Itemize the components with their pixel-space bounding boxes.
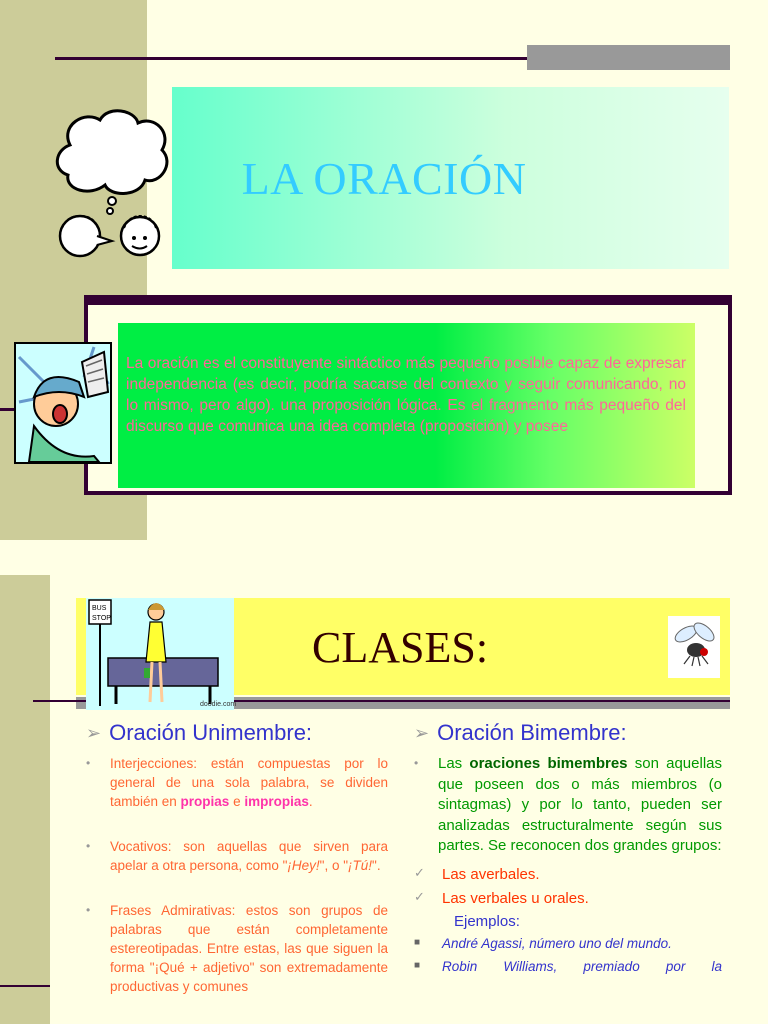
bullet-icon: • <box>86 903 91 917</box>
fly-icon <box>668 616 720 683</box>
unimembre-heading <box>86 720 388 746</box>
unimembre-heading-text: Oración Unimembre: <box>109 720 313 745</box>
frases-admirativas-text: Frases Admirativas: estos son grupos de palabras que están completamente estereotipadas. Entre estas, las que siguen la forma "¡Qué + adjetivo" son extremadamente productivas y comunes <box>110 903 388 994</box>
arrow-icon: ➢ <box>414 722 430 743</box>
clipart-credit: doodie.com <box>200 701 237 708</box>
side-band <box>0 575 50 1024</box>
arrow-icon: ➢ <box>86 722 102 743</box>
list-item <box>86 754 388 811</box>
bullet-icon: • <box>414 756 419 770</box>
heads-icon <box>52 208 172 268</box>
example-tu: ¡Tú! <box>348 858 373 873</box>
impropias-term: impropias <box>244 794 309 809</box>
list-item <box>414 754 722 857</box>
svg-text:BUS: BUS <box>92 605 107 612</box>
verbales-text: Las verbales u orales. <box>442 889 589 907</box>
clases-title: CLASES: <box>312 623 489 672</box>
list-item <box>414 889 722 909</box>
example-hey: ¡Hey! <box>287 858 320 873</box>
checkmark-icon: ✓ <box>414 864 425 880</box>
vocativos-text <box>110 837 388 875</box>
item-text: Interjecciones: están compuestas por lo general de una sola palabra, se dividen también en <box>110 756 388 809</box>
item-text: Las <box>438 755 470 772</box>
page-title: LA ORACIÓN <box>241 153 527 204</box>
bimembres-term: oraciones bimembres <box>469 755 628 772</box>
bimembre-heading <box>414 720 722 746</box>
item-text: ". <box>372 858 381 873</box>
item-text: . <box>308 794 313 809</box>
list-item <box>86 901 388 996</box>
definition-text: La oración es el constituyente sintáctico más pequeño posible capaz de expresar independencia (es decir, podría sacarse del contexto y seguir comunicando, no lo mismo, pero algo). una proposición lógica. Es el fragmento más pequeño del discurso que comunica una idea completa (proposición) y posee <box>126 355 686 435</box>
list-item <box>86 837 388 875</box>
bimembre-column <box>414 720 722 984</box>
list-item <box>414 934 722 953</box>
item-text: ", o " <box>319 858 349 873</box>
bimembre-text <box>438 754 722 857</box>
interjecciones-text <box>110 754 388 811</box>
bullet-icon: • <box>86 839 91 853</box>
left-divider <box>0 985 50 987</box>
propias-term: propias <box>180 794 230 809</box>
svg-text:STOP: STOP <box>92 615 111 622</box>
averbales-text: Las averbales. <box>442 865 540 883</box>
bus-stop-woman-icon <box>86 598 237 715</box>
checkmark-icon: ✓ <box>414 888 425 904</box>
item-text: Vocativos: son aquellas que sirven para apelar a otra persona, como " <box>110 839 388 873</box>
unimembre-column <box>86 720 388 1004</box>
shouting-man-icon <box>14 342 112 469</box>
square-bullet-icon: ■ <box>414 936 421 948</box>
bullet-icon: • <box>86 756 91 770</box>
list-item <box>414 957 722 976</box>
ejemplos-label: Ejemplos: <box>454 912 520 930</box>
grey-accent-bar <box>527 45 730 70</box>
square-bullet-icon: ■ <box>414 959 421 971</box>
example-text: Robin Williams, premiado por la <box>442 958 722 974</box>
list-item <box>414 865 722 885</box>
item-text: son aquellas que poseen dos o más miembros (o sintagmas) y por lo tanto, pueden ser analizadas estructuralmente según sus partes. Se reconocen dos grandes grupos: <box>438 755 722 854</box>
bimembre-heading-text: Oración Bimembre: <box>437 720 627 745</box>
item-text: e <box>229 794 245 809</box>
example-text: André Agassi, número uno del mundo. <box>442 935 672 951</box>
